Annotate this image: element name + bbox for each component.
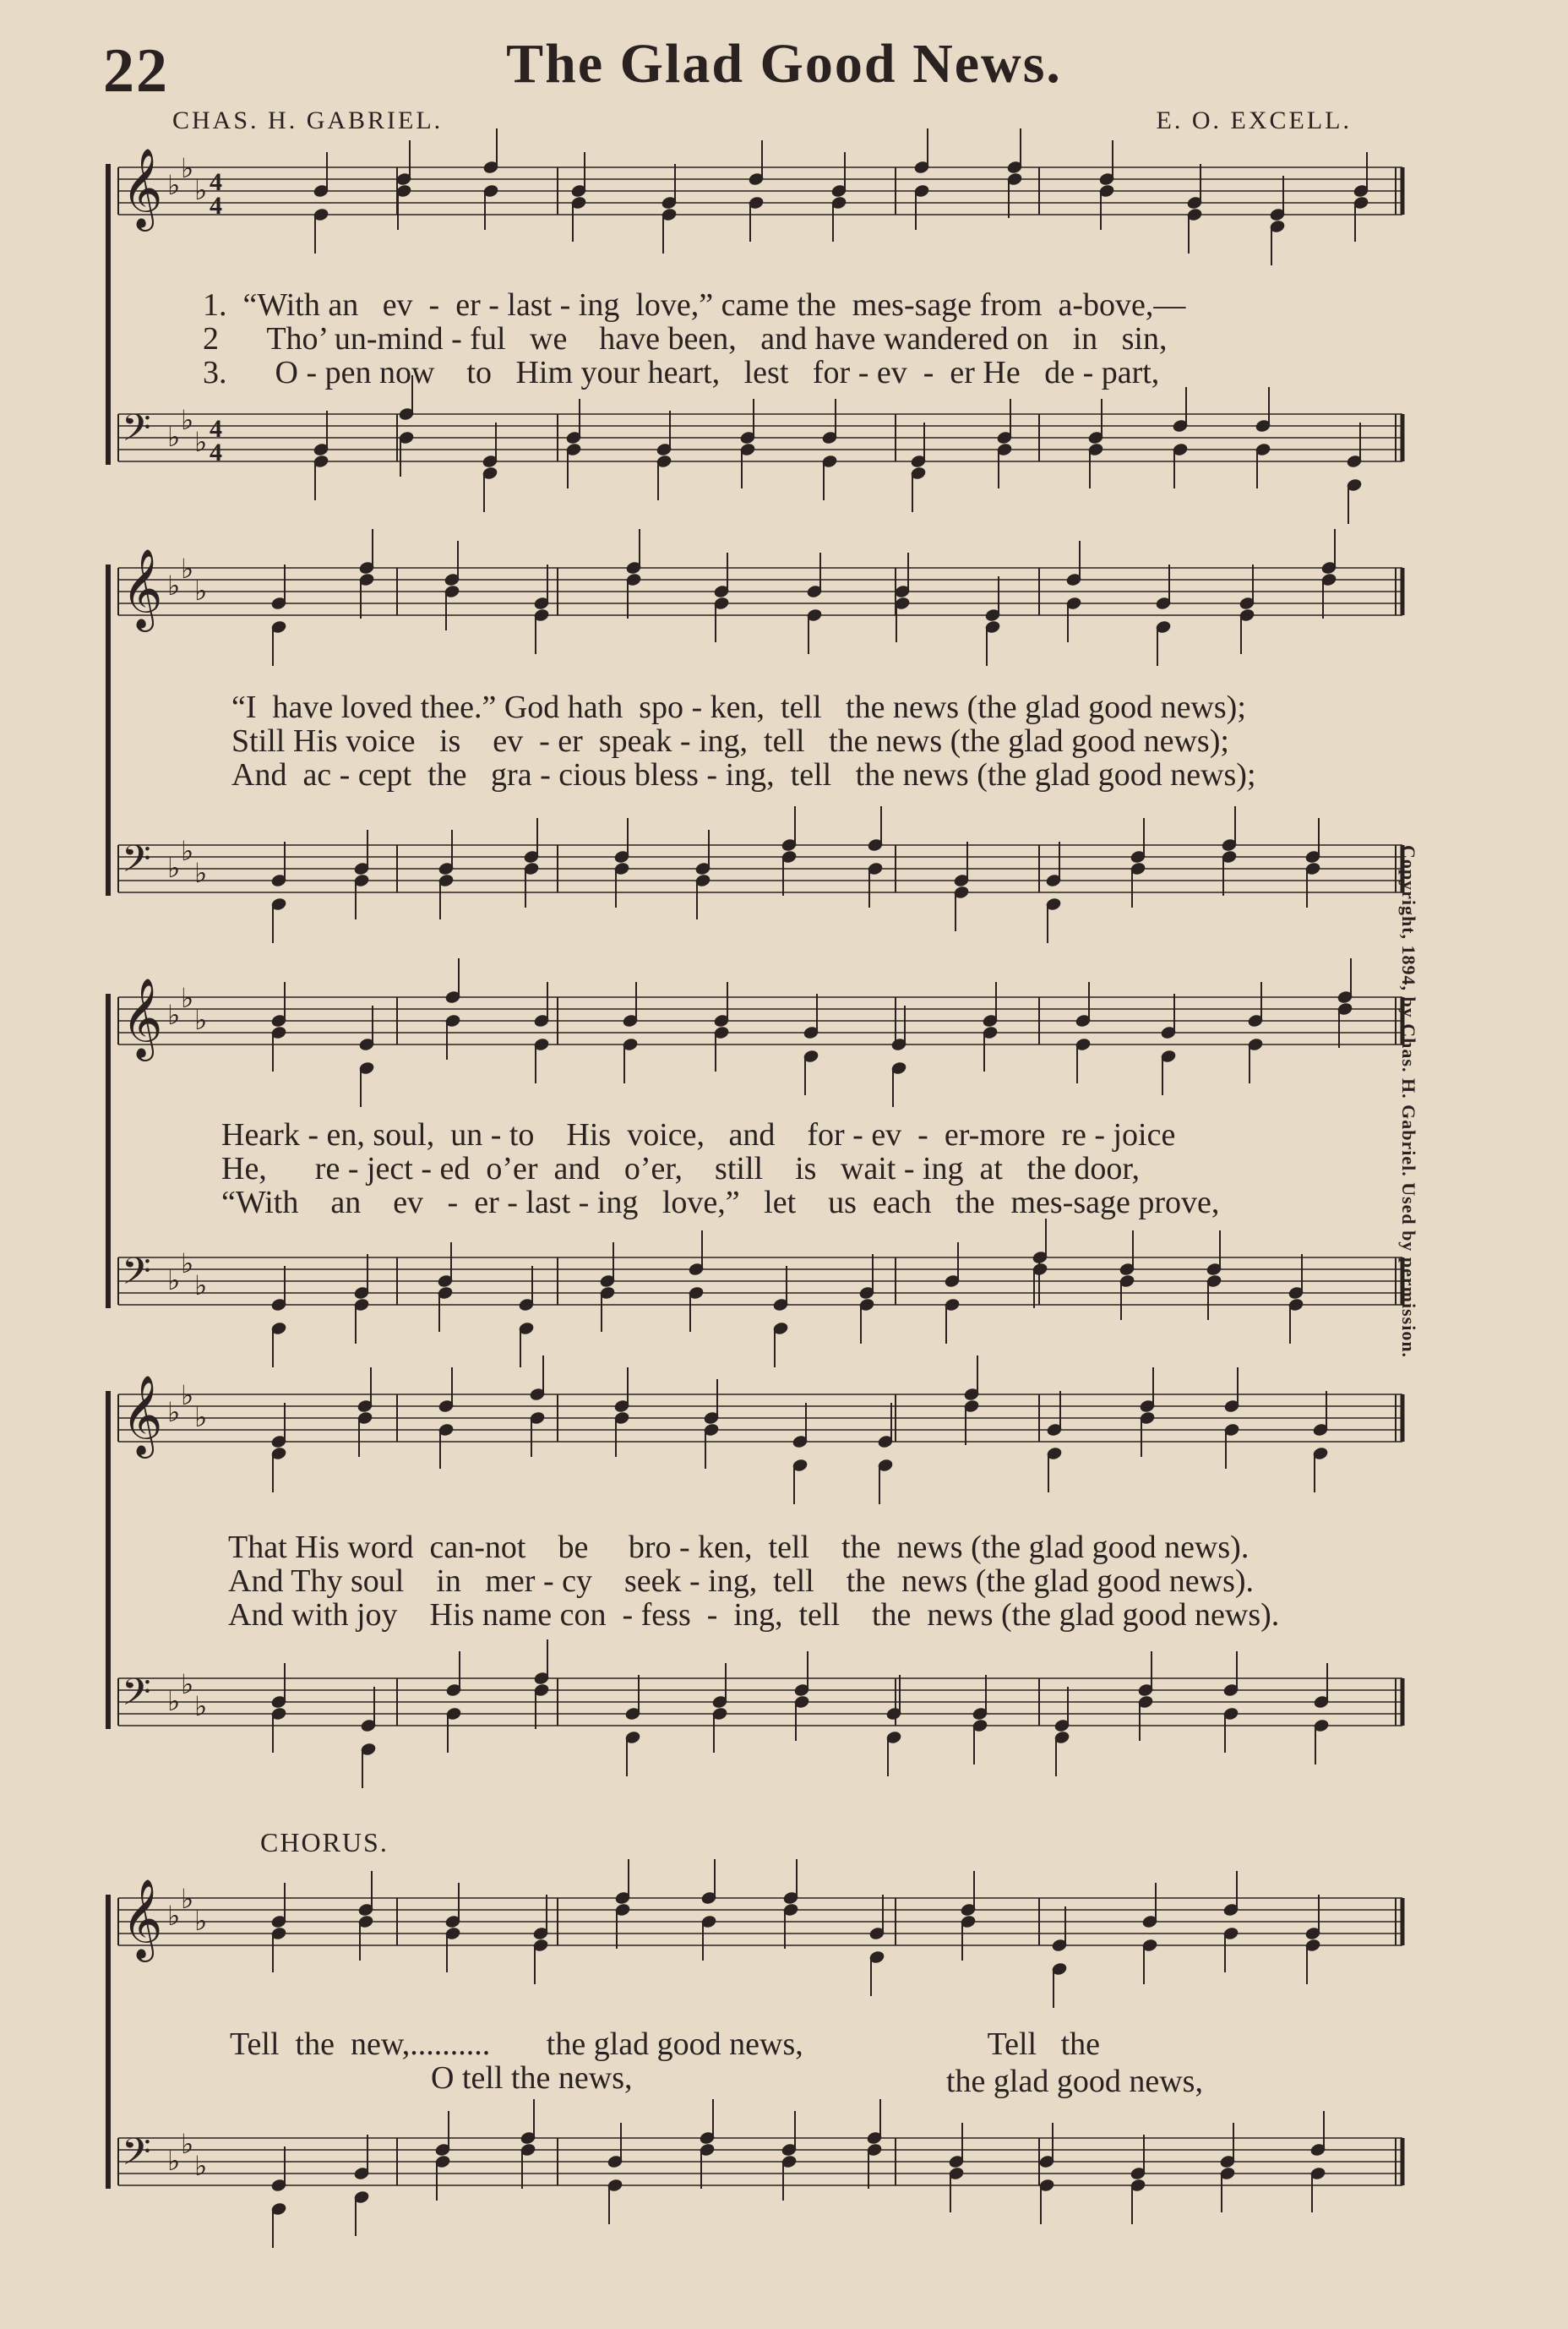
treble-clef-icon: 𝄞	[122, 978, 163, 1058]
flat-sign-icon: ♭	[194, 1269, 208, 1301]
flat-sign-icon: ♭	[194, 857, 208, 889]
flat-sign-icon: ♭	[181, 1379, 194, 1411]
flat-sign-icon: ♭	[167, 570, 181, 602]
lyric-verse3-system1: 3. O - pen now to Him your heart, lest for - ev - er He de - part,	[203, 355, 1160, 390]
flat-sign-icon: ♭	[181, 982, 194, 1014]
flat-sign-icon: ♭	[194, 426, 208, 458]
chorus-lyric-upper: Tell the new,.......... the glad good news, Tell the	[230, 2026, 1101, 2062]
lyric-verse2-system4: And Thy soul in mer - cy seek - ing, tell the news (the glad good news).	[228, 1563, 1255, 1599]
lyric-verse1-system4: That His word can-not be bro - ken, tell the news (the glad good news).	[228, 1530, 1250, 1565]
treble-clef-icon: 𝄞	[122, 1879, 163, 1959]
time-signature-bottom: 4	[210, 192, 222, 220]
chorus-lyric-lower-left: O tell the news,	[431, 2060, 633, 2096]
lyric-verse2-system2: Still His voice is ev - er speak - ing, tell the news (the glad good news);	[231, 723, 1229, 759]
lyric-verse3-system3: “With an ev - er - last - ing love,” let us each the mes-sage prove,	[221, 1185, 1220, 1220]
flat-sign-icon: ♭	[181, 2128, 194, 2160]
bass-clef-icon: 𝄢	[122, 837, 151, 890]
flat-sign-icon: ♭	[167, 1900, 181, 1932]
arranger-credit: E. O. EXCELL.	[1156, 106, 1352, 134]
treble-clef-icon: 𝄞	[122, 1375, 163, 1455]
flat-sign-icon: ♭	[181, 835, 194, 867]
flat-sign-icon: ♭	[194, 1401, 208, 1433]
flat-sign-icon: ♭	[194, 575, 208, 607]
bass-clef-icon: 𝄢	[122, 2130, 151, 2183]
flat-sign-icon: ♭	[181, 553, 194, 585]
chorus-label: CHORUS.	[260, 1827, 389, 1857]
chorus-lyric-lower-right: the glad good news,	[946, 2064, 1203, 2099]
flat-sign-icon: ♭	[194, 1690, 208, 1722]
page-number: 22	[103, 36, 169, 106]
treble-clef-icon: 𝄞	[122, 548, 163, 629]
flat-sign-icon: ♭	[181, 1668, 194, 1700]
lyric-verse3-system2: And ac - cept the gra - cious bless - ing, tell the news (the glad good news);	[231, 757, 1256, 793]
flat-sign-icon: ♭	[181, 152, 194, 184]
time-signature-top: 4	[210, 415, 222, 443]
flat-sign-icon: ♭	[167, 169, 181, 201]
lyric-verse1-system1: 1. “With an ev - er - last - ing love,” came the mes-sage from a-bove,—	[203, 287, 1186, 323]
flat-sign-icon: ♭	[194, 1905, 208, 1937]
lyric-verse2-system3: He, re - ject - ed o’er and o’er, still is wait - ing at the door,	[221, 1151, 1141, 1186]
bass-clef-icon: 𝄢	[122, 1670, 151, 1723]
hymn-title: The Glad Good News.	[506, 33, 1062, 95]
lyric-verse1-system2: “I have loved thee.” God hath spo - ken, tell the news (the glad good news);	[231, 690, 1246, 725]
treble-clef-icon: 𝄞	[122, 148, 163, 228]
time-signature-top: 4	[210, 168, 222, 196]
flat-sign-icon: ♭	[194, 174, 208, 206]
bass-clef-icon: 𝄢	[122, 406, 151, 459]
flat-sign-icon: ♭	[167, 999, 181, 1031]
lyric-verse2-system1: 2 Tho’ un-mind - ful we have been, and have wandered on in sin,	[203, 321, 1168, 357]
bass-clef-icon: 𝄢	[122, 1249, 151, 1302]
flat-sign-icon: ♭	[167, 1685, 181, 1717]
lyric-verse3-system4: And with joy His name con - fess - ing, tell the news (the glad good news).	[228, 1597, 1280, 1633]
flat-sign-icon: ♭	[167, 852, 181, 884]
copyright-notice: Copyright, 1894, by Chas. H. Gabriel. Used by permission.	[1398, 845, 1419, 1359]
lyric-verse1-system3: Heark - en, soul, un - to His voice, and for - ev - er-more re - joice	[221, 1117, 1176, 1153]
flat-sign-icon: ♭	[167, 2145, 181, 2177]
flat-sign-icon: ♭	[194, 1004, 208, 1036]
flat-sign-icon: ♭	[181, 1883, 194, 1915]
composer-credit: CHAS. H. GABRIEL.	[172, 106, 444, 134]
time-signature-bottom: 4	[210, 439, 222, 466]
flat-sign-icon: ♭	[194, 2150, 208, 2182]
flat-sign-icon: ♭	[167, 1264, 181, 1296]
flat-sign-icon: ♭	[167, 421, 181, 453]
flat-sign-icon: ♭	[167, 1396, 181, 1428]
flat-sign-icon: ♭	[181, 404, 194, 436]
flat-sign-icon: ♭	[181, 1247, 194, 1279]
